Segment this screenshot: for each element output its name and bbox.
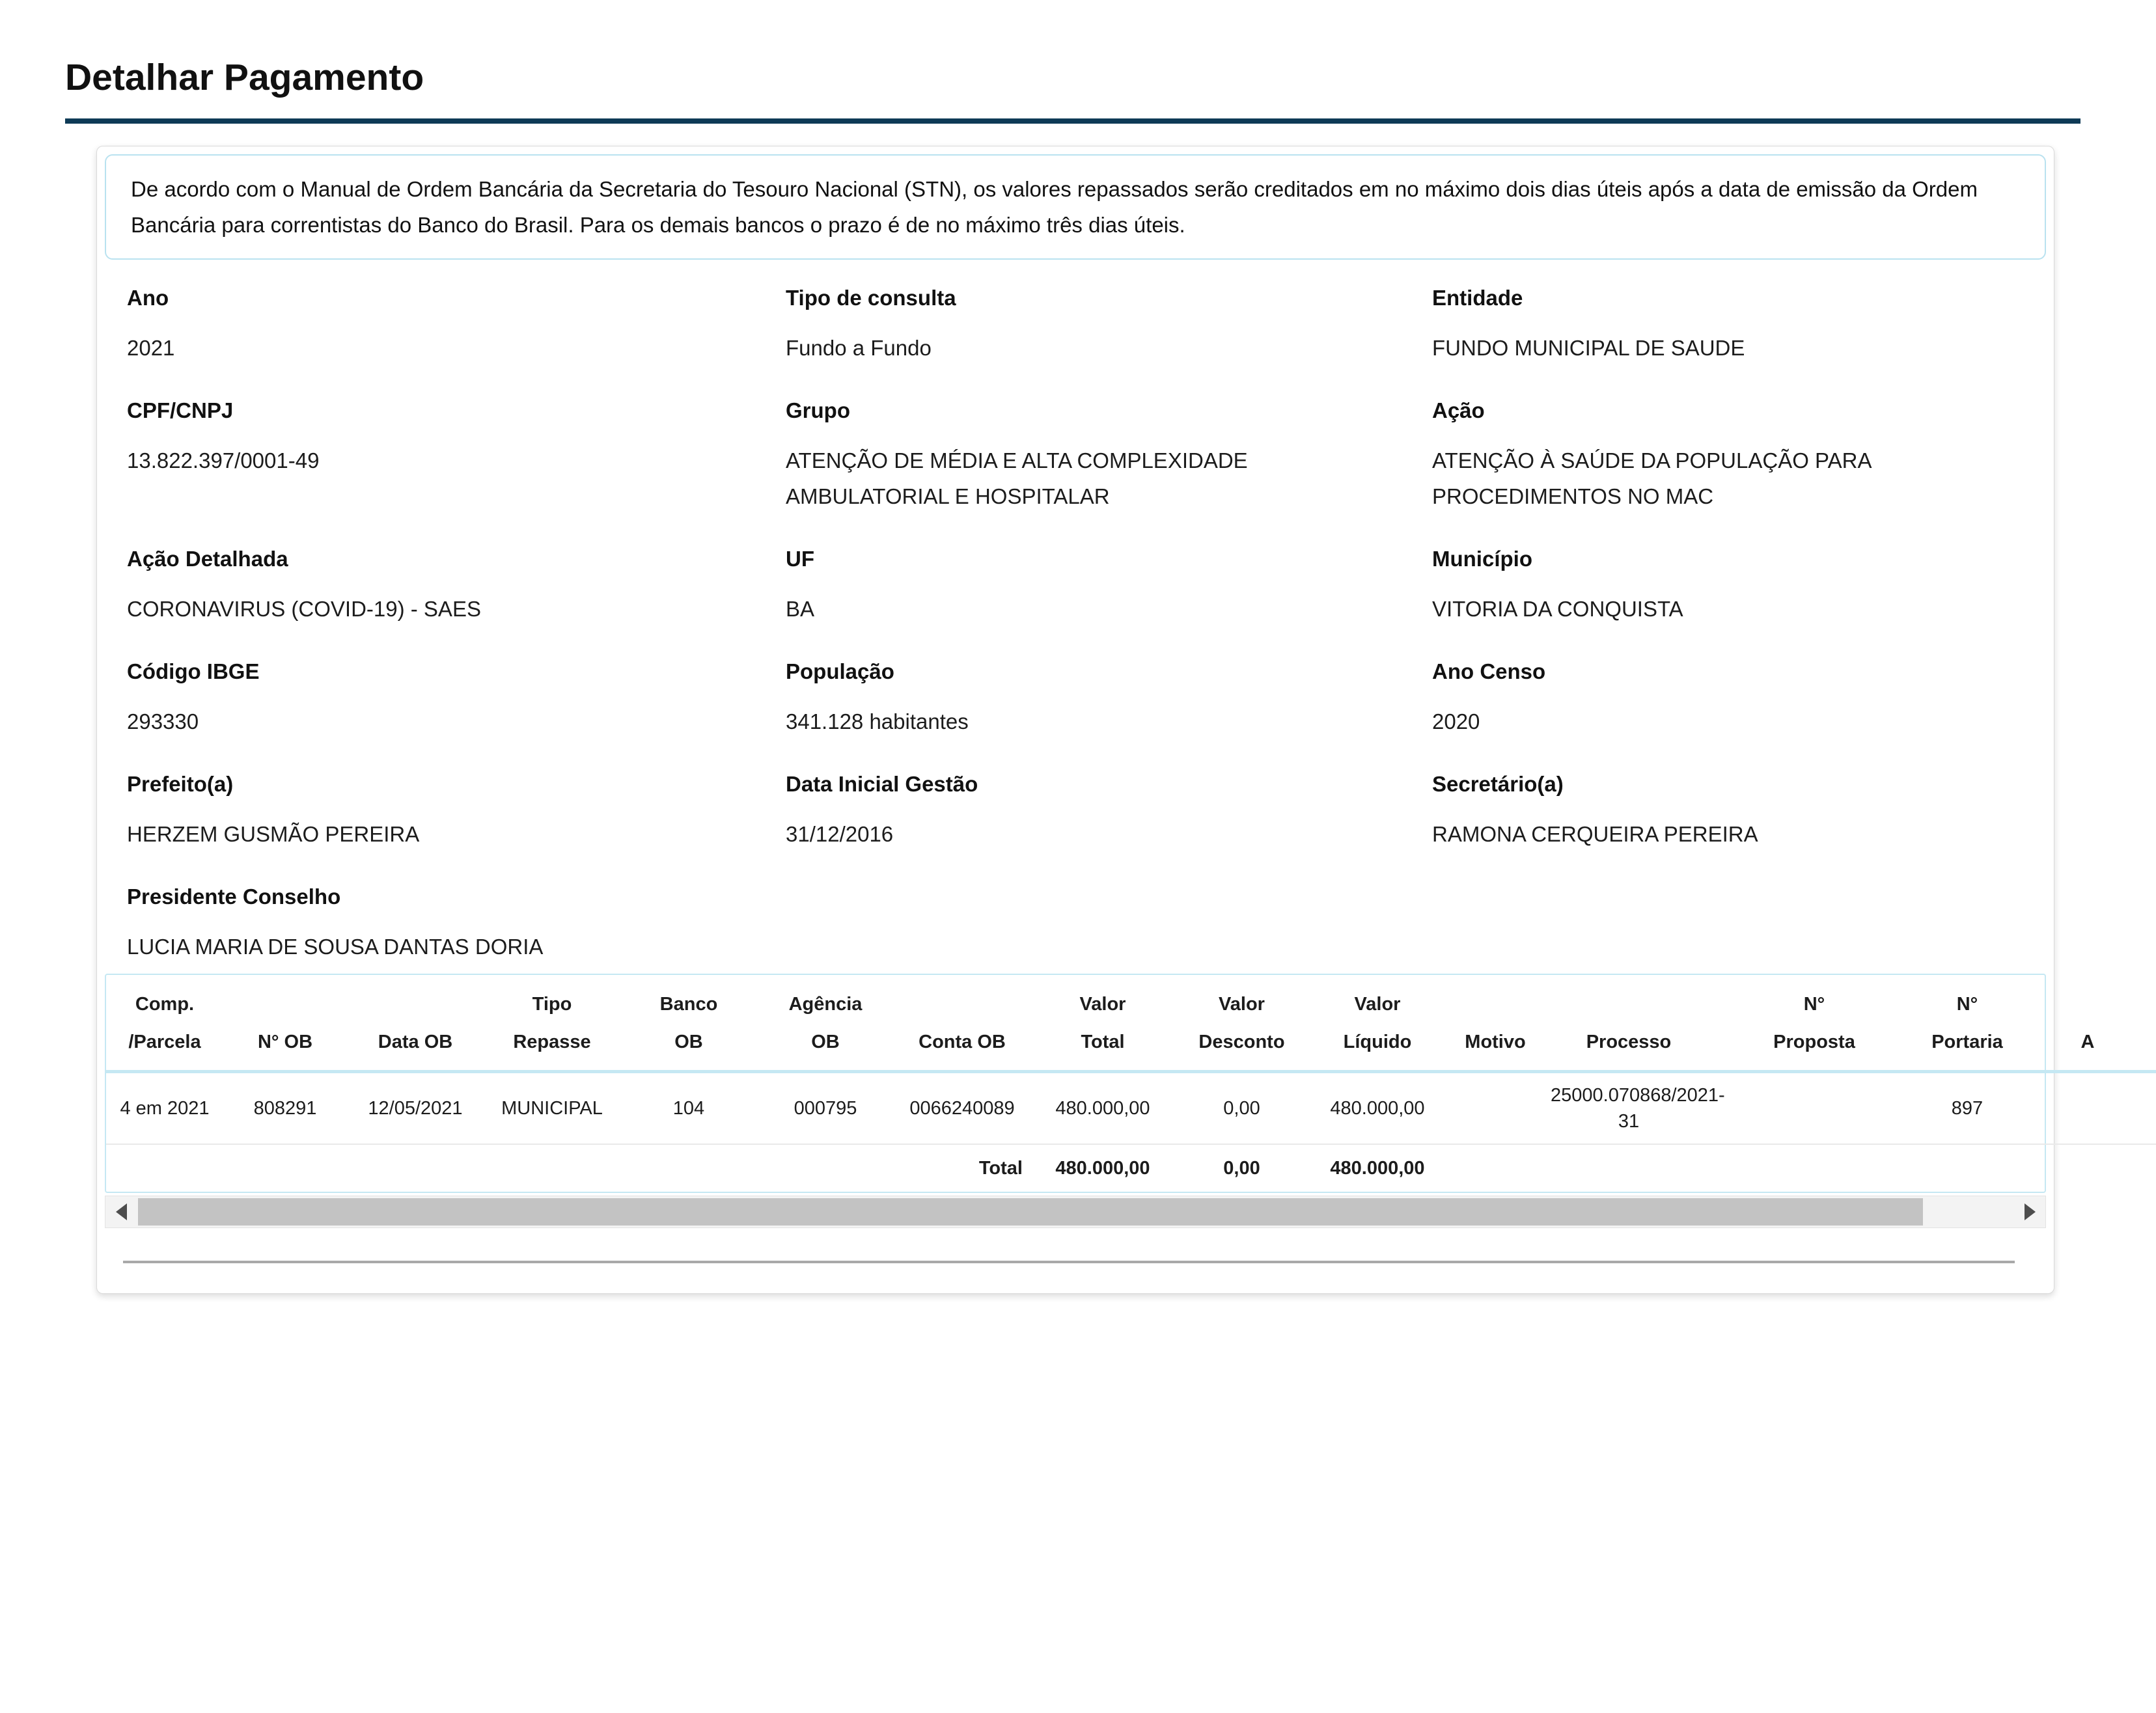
header-line: Processo — [1586, 1032, 1672, 1052]
field-cpf-cnpj — [127, 398, 786, 514]
field-label: Presidente Conselho — [127, 884, 341, 909]
field-municipio — [1432, 547, 2039, 627]
page-title: Detalhar Pagamento — [65, 57, 424, 98]
scrollbar-track[interactable] — [137, 1196, 2014, 1227]
th-conta-ob — [894, 975, 1030, 1072]
th-cutoff-column — [2019, 975, 2156, 1072]
field-label: Grupo — [786, 398, 850, 422]
scrollbar-thumb[interactable] — [138, 1198, 1923, 1226]
header-line: Valor — [1079, 994, 1126, 1015]
field-uf — [786, 547, 1432, 627]
cell-conta-ob: 0066240089 — [909, 1098, 1015, 1119]
th-numero-ob — [223, 975, 347, 1072]
header-line: Data OB — [378, 1032, 453, 1052]
field-tipo-consulta — [786, 286, 1432, 366]
field-entidade — [1432, 286, 2039, 366]
field-ano — [127, 286, 786, 366]
field-label: Ano Censo — [1432, 659, 1546, 683]
field-label: Ano — [127, 286, 169, 310]
field-value: 31/12/2016 — [786, 822, 894, 846]
field-value: FUNDO MUNICIPAL DE SAUDE — [1432, 336, 1745, 360]
header-line: Valor — [1219, 994, 1265, 1015]
field-value: 341.128 habitantes — [786, 709, 969, 733]
header-line: Valor — [1354, 994, 1401, 1015]
cell-cutoff — [2019, 1072, 2156, 1145]
header-line: Tipo — [532, 994, 572, 1015]
th-tipo-repasse — [484, 975, 620, 1072]
th-agencia-ob — [757, 975, 894, 1072]
header-line: Líquido — [1343, 1032, 1412, 1052]
field-label: Código IBGE — [127, 659, 260, 683]
cell-numero-ob: 808291 — [253, 1098, 317, 1119]
cell-numero-proposta — [1713, 1072, 1915, 1145]
field-value: 13.822.397/0001-49 — [127, 448, 320, 473]
header-line: Portaria — [1931, 1032, 2003, 1052]
cell-valor-desconto: 0,00 — [1223, 1098, 1260, 1119]
header-line: Repasse — [513, 1032, 591, 1052]
header-line: Proposta — [1773, 1032, 1855, 1052]
title-divider — [65, 118, 2080, 124]
table-header-row — [106, 975, 2156, 1072]
content-panel — [96, 146, 2095, 1294]
field-label: Ação Detalhada — [127, 547, 288, 571]
field-value: BA — [786, 597, 815, 621]
field-value: 2020 — [1432, 709, 1480, 733]
field-label: População — [786, 659, 894, 683]
header-line: N° OB — [257, 1032, 313, 1052]
scroll-left-arrow-icon — [116, 1203, 127, 1220]
th-valor-total — [1030, 975, 1175, 1072]
cell-banco-ob: 104 — [672, 1098, 705, 1119]
field-prefeito — [127, 772, 786, 852]
scroll-right-arrow-icon — [2025, 1203, 2036, 1220]
field-label: Ação — [1432, 398, 1485, 422]
table-scroll-area[interactable] — [106, 975, 2095, 1192]
header-line: Comp. — [135, 994, 195, 1015]
header-line: OB — [674, 1032, 703, 1052]
field-label: Tipo de consulta — [786, 286, 956, 310]
horizontal-scrollbar[interactable] — [105, 1196, 2046, 1228]
header-line: N° — [1803, 994, 1825, 1015]
field-data-inicial-gestao — [786, 772, 1432, 852]
scroll-right-button[interactable] — [2014, 1196, 2045, 1227]
scroll-left-button[interactable] — [105, 1196, 137, 1227]
fields-grid — [105, 260, 2046, 965]
field-ano-censo — [1432, 659, 2039, 739]
field-presidente-conselho — [127, 884, 786, 965]
field-label: Prefeito(a) — [127, 772, 234, 796]
field-label: UF — [786, 547, 814, 571]
cell-tipo-repasse: MUNICIPAL — [501, 1098, 603, 1119]
th-valor-desconto — [1175, 975, 1308, 1072]
bottom-divider — [123, 1261, 2015, 1263]
field-label: Entidade — [1432, 286, 1523, 310]
field-value: RAMONA CERQUEIRA PEREIRA — [1432, 822, 1758, 846]
notice-box — [105, 154, 2046, 260]
field-value: 2021 — [127, 336, 175, 360]
field-label: Data Inicial Gestão — [786, 772, 978, 796]
header-line: /Parcela — [128, 1032, 201, 1052]
notice-text: De acordo com o Manual de Ordem Bancária da Secretaria do Tesouro Nacional (STN), os valores repassados serão creditados em no máximo dois dias úteis após a data de emissão da Ordem Bancária para correntistas do Banco do Brasil. Para os demais bancos o prazo é de no máximo três dias úteis. — [131, 177, 1978, 237]
field-label: Secretário(a) — [1432, 772, 1564, 796]
total-valor-desconto: 0,00 — [1223, 1158, 1260, 1179]
payments-table-container — [105, 974, 2095, 1193]
total-spacer-right — [1446, 1144, 2156, 1192]
table-row — [106, 1072, 2156, 1145]
field-value: VITORIA DA CONQUISTA — [1432, 597, 1683, 621]
th-data-ob — [347, 975, 484, 1072]
field-value: ATENÇÃO DE MÉDIA E ALTA COMPLEXIDADE AMBULATORIAL E HOSPITALAR — [786, 448, 1248, 508]
field-populacao — [786, 659, 1432, 739]
th-numero-proposta — [1713, 975, 1915, 1072]
field-value: Fundo a Fundo — [786, 336, 932, 360]
field-value: LUCIA MARIA DE SOUSA DANTAS DORIA — [127, 935, 544, 959]
header-line: OB — [811, 1032, 840, 1052]
field-acao-detalhada — [127, 547, 786, 627]
field-label: Município — [1432, 547, 1532, 571]
header-line: Agência — [788, 994, 863, 1015]
cell-valor-total: 480.000,00 — [1055, 1098, 1150, 1119]
cell-numero-portaria: 897 — [1951, 1098, 1983, 1119]
field-acao — [1432, 398, 2039, 514]
header-line: A — [2080, 1032, 2095, 1052]
table-total-row — [106, 1144, 2156, 1192]
header-line: Conta OB — [919, 1032, 1006, 1052]
cell-data-ob: 12/05/2021 — [368, 1098, 463, 1119]
total-spacer — [106, 1144, 894, 1192]
total-label: Total — [978, 1158, 1023, 1179]
th-processo — [1544, 975, 1713, 1072]
field-value: HERZEM GUSMÃO PEREIRA — [127, 822, 420, 846]
field-value: ATENÇÃO À SAÚDE DA POPULAÇÃO PARA PROCEDIMENTOS NO MAC — [1432, 448, 1871, 508]
cell-valor-liquido: 480.000,00 — [1330, 1098, 1425, 1119]
th-banco-ob — [620, 975, 757, 1072]
th-numero-portaria — [1915, 975, 2019, 1072]
th-motivo — [1446, 975, 1544, 1072]
total-valor-total: 480.000,00 — [1055, 1158, 1150, 1179]
th-valor-liquido — [1308, 975, 1446, 1072]
field-value: 293330 — [127, 709, 199, 733]
cell-motivo — [1446, 1072, 1544, 1145]
field-value: CORONAVIRUS (COVID-19) - SAES — [127, 597, 481, 621]
th-comp-parcela — [106, 975, 223, 1072]
field-grupo — [786, 398, 1432, 514]
payments-table — [106, 975, 2156, 1192]
cell-processo: 25000.070868/2021-31 — [1551, 1085, 1725, 1132]
cell-comp-parcela: 4 em 2021 — [120, 1098, 210, 1119]
header-line: N° — [1956, 994, 1978, 1015]
header-line: Banco — [659, 994, 718, 1015]
cell-agencia-ob: 000795 — [794, 1098, 857, 1119]
page — [0, 56, 2146, 1294]
total-valor-liquido: 480.000,00 — [1330, 1158, 1425, 1179]
header-line: Desconto — [1198, 1032, 1285, 1052]
header-line: Total — [1081, 1032, 1125, 1052]
field-label: CPF/CNPJ — [127, 398, 234, 422]
header-line: Motivo — [1465, 1032, 1526, 1052]
field-codigo-ibge — [127, 659, 786, 739]
field-secretario — [1432, 772, 2039, 852]
